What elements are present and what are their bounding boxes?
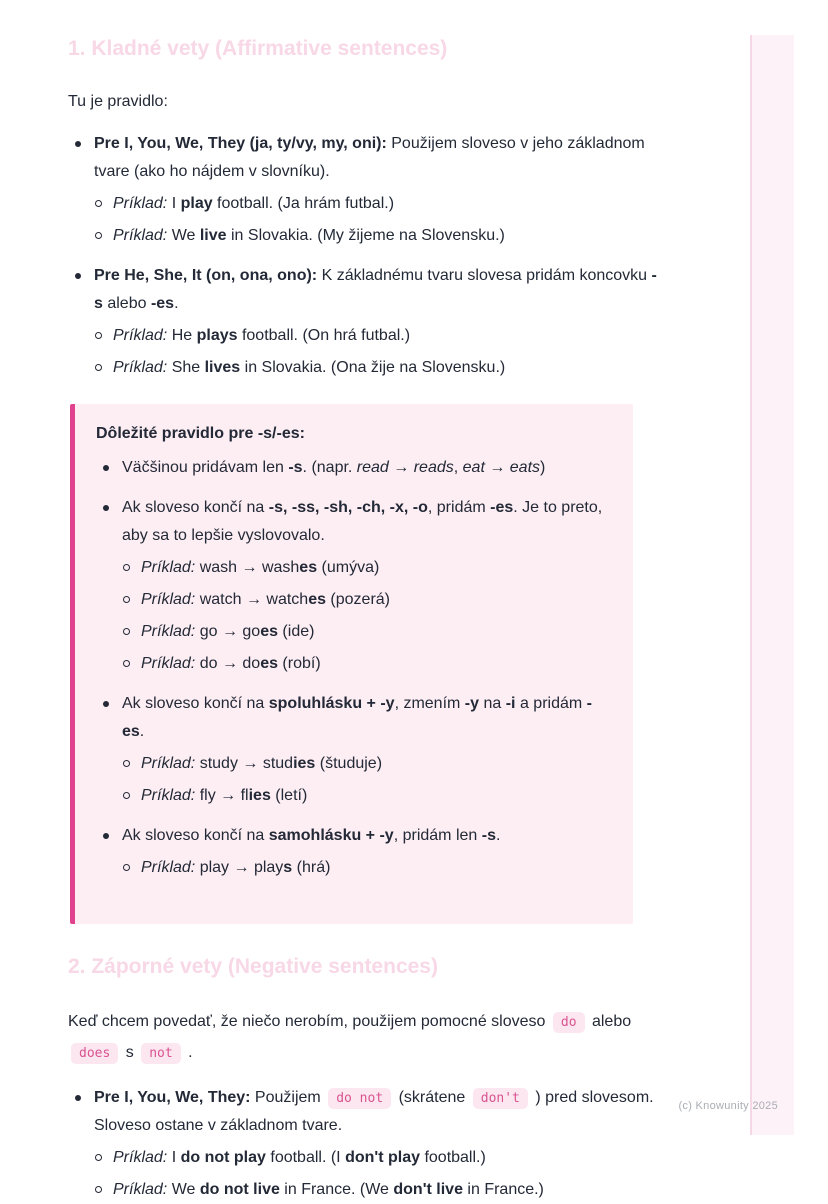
example-item [122, 750, 611, 778]
example-text: Príklad: wash → washes (umýva) [141, 559, 380, 576]
section-2-list [68, 1084, 660, 1204]
bullet-text: Pre I, You, We, They: Použijem do not (skrátene don't ) pred slovesom. Sloveso ostane v základnom tvare. [94, 1089, 654, 1134]
example-item [122, 618, 611, 646]
example-text: Príklad: study → studies (študuje) [141, 755, 383, 772]
bullet-item [68, 130, 660, 250]
example-list [122, 554, 611, 678]
bullet-item [96, 494, 611, 678]
example-list [94, 322, 660, 382]
section-1-intro: Tu je pravidlo: [68, 93, 168, 110]
callout-title: Dôležité pravidlo pre -s/-es: [96, 425, 305, 442]
example-list [94, 190, 660, 250]
section-2-intro: Keď chcem povedať, že niečo nerobím, použijem pomocné sloveso do alebo does s not . [68, 1006, 660, 1068]
example-item [122, 554, 611, 582]
inline-code-badge: don't [473, 1088, 528, 1109]
section-1-list [68, 130, 660, 382]
example-text: Príklad: He plays football. (On hrá futbal.) [113, 327, 411, 344]
example-text: Príklad: I do not play football. (I don't play football.) [113, 1149, 486, 1166]
example-text: Príklad: I play football. (Ja hrám futbal.) [113, 195, 395, 212]
example-text: Príklad: go → goes (ide) [141, 623, 315, 640]
example-list [122, 750, 611, 810]
example-item [94, 322, 660, 350]
section-2-heading: 2. Záporné vety (Negative sentences) [68, 955, 438, 978]
example-item [94, 354, 660, 382]
bullet-text: Ak sloveso končí na samohlásku + -y, pridám len -s. [122, 827, 501, 844]
bullet-item [96, 454, 611, 482]
example-text: Príklad: watch → watches (pozerá) [141, 591, 391, 608]
section-1-heading: 1. Kladné vety (Affirmative sentences) [68, 37, 448, 60]
bullet-item [96, 822, 611, 882]
example-item [122, 650, 611, 678]
page-margin-strip [750, 35, 794, 1135]
bullet-text: Väčšinou pridávam len -s. (napr. read → reads, eat → eats) [122, 459, 546, 476]
example-item [122, 782, 611, 810]
callout-list [96, 454, 611, 882]
example-item [94, 1144, 660, 1172]
example-text: Príklad: She lives in Slovakia. (Ona žije na Slovensku.) [113, 359, 506, 376]
example-list [94, 1144, 660, 1204]
bullet-item [68, 1084, 660, 1204]
example-text: Príklad: We live in Slovakia. (My žijeme na Slovensku.) [113, 227, 505, 244]
inline-code-badge: do not [328, 1088, 391, 1109]
example-text: Príklad: fly → flies (letí) [141, 787, 308, 804]
example-list [122, 854, 611, 882]
example-text: Príklad: We do not live in France. (We don't live in France.) [113, 1181, 544, 1198]
example-item [94, 1176, 660, 1204]
bullet-text: Ak sloveso končí na spoluhlásku + -y, zmením -y na -i a pridám -es. [122, 695, 592, 740]
inline-code-badge: does [71, 1043, 118, 1064]
inline-code-badge: do [553, 1012, 585, 1033]
bullet-text: Pre He, She, It (on, ona, ono): K základnému tvaru slovesa pridám koncovku -s alebo -es. [94, 267, 657, 312]
inline-code-badge: not [141, 1043, 180, 1064]
bullet-item [96, 690, 611, 810]
example-item [94, 222, 660, 250]
document-content [68, 0, 660, 1204]
callout-box [70, 404, 633, 924]
copyright-footer: (c) Knowunity 2025 [678, 1100, 778, 1112]
example-item [94, 190, 660, 218]
example-item [122, 854, 611, 882]
example-item [122, 586, 611, 614]
bullet-text: Ak sloveso končí na -s, -ss, -sh, -ch, -x, -o, pridám -es. Je to preto, aby sa to lepšie vyslovovalo. [122, 499, 603, 544]
bullet-text: Pre I, You, We, They (ja, ty/vy, my, oni): Použijem sloveso v jeho základnom tvare (ako ho nájdem v slovníku). [94, 135, 645, 180]
example-text: Príklad: play → plays (hrá) [141, 859, 331, 876]
bullet-item [68, 262, 660, 382]
example-text: Príklad: do → does (robí) [141, 655, 321, 672]
